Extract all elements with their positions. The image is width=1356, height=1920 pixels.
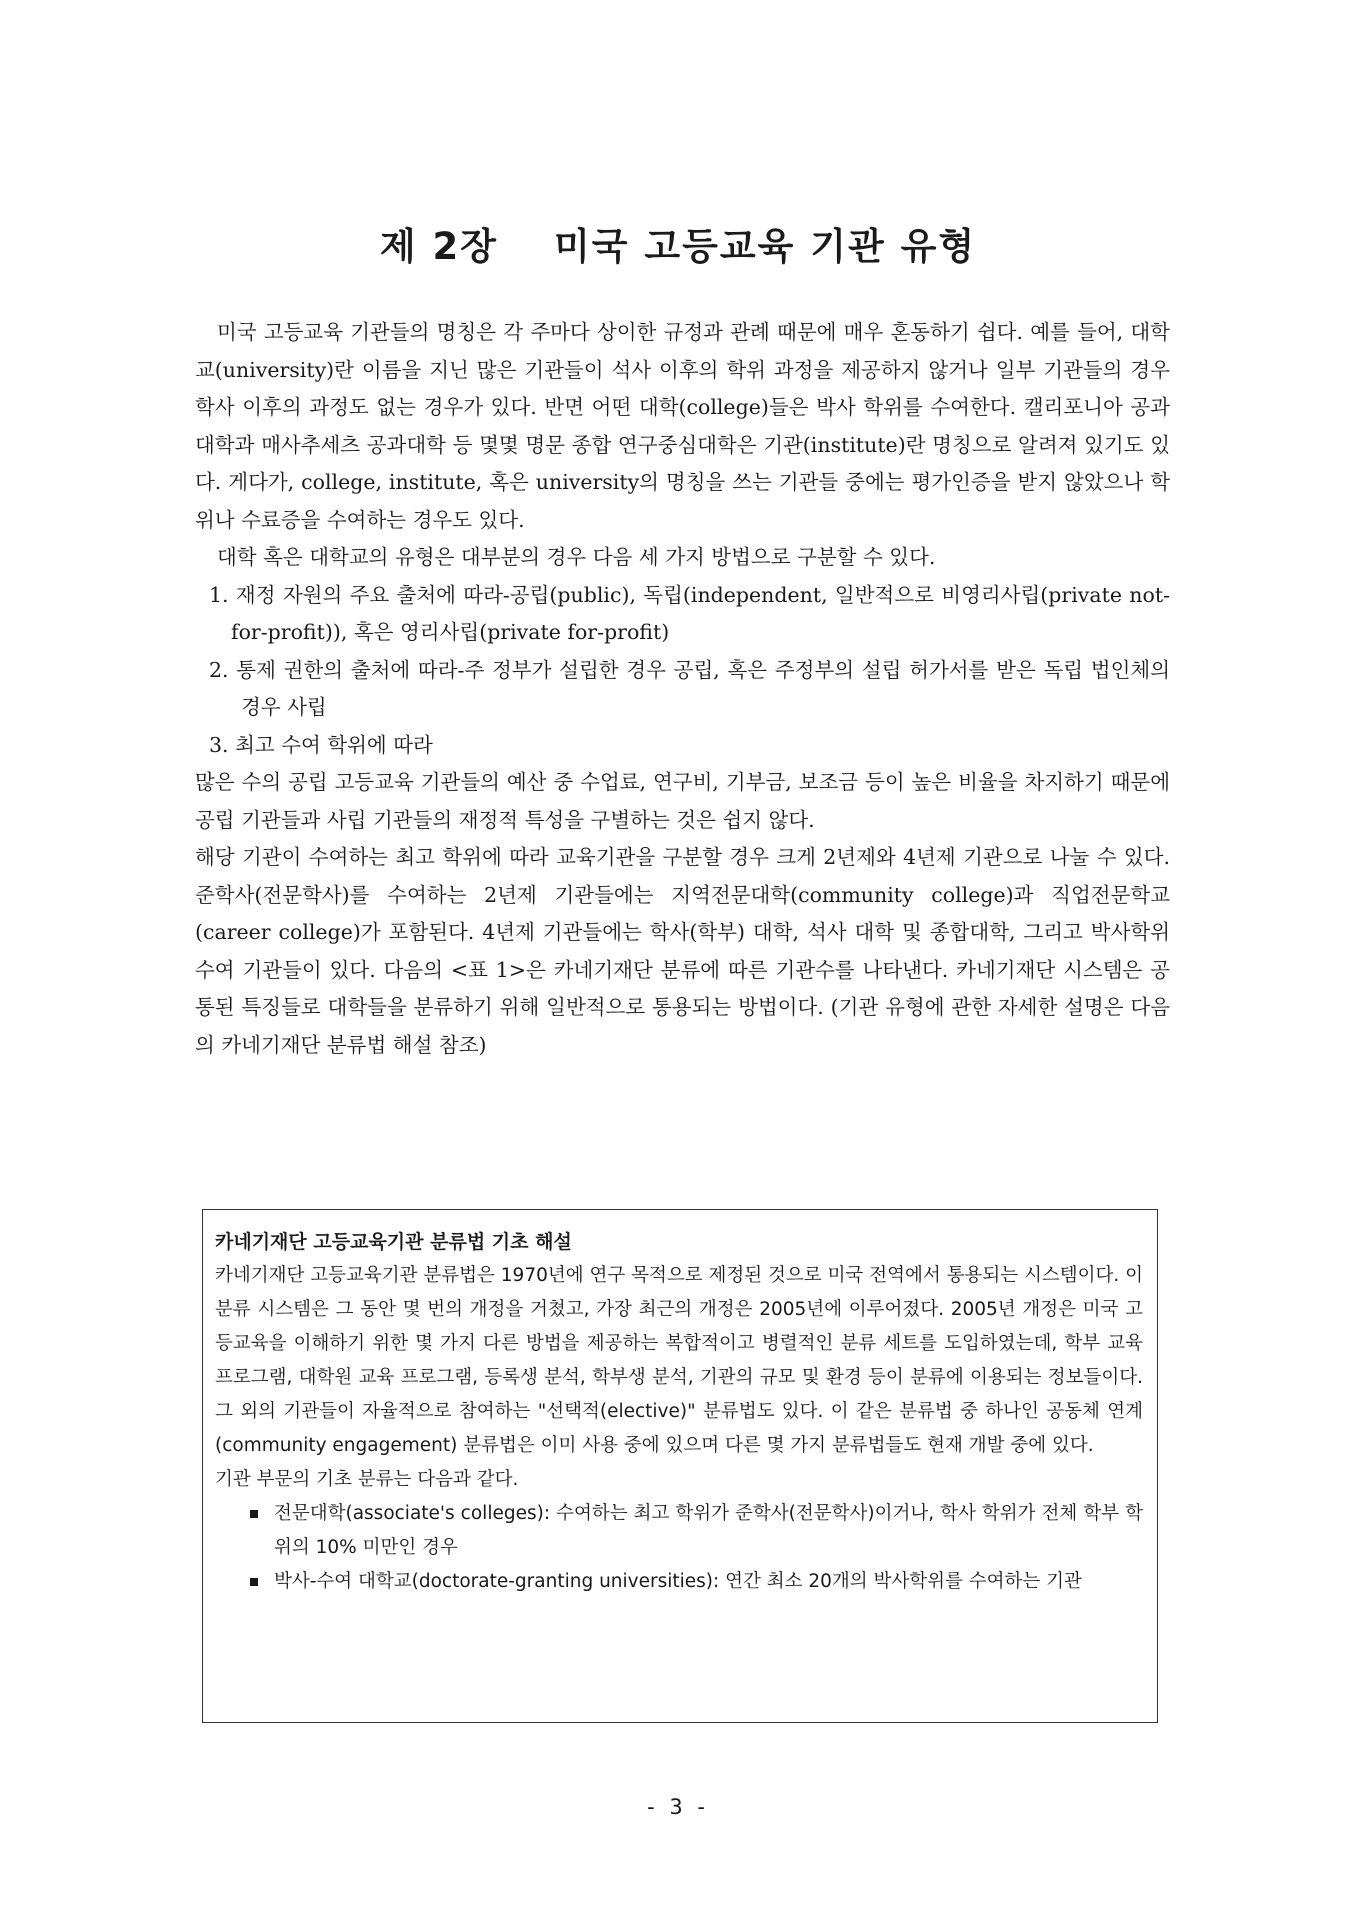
page-title bbox=[0, 222, 1356, 272]
list-item-3: 3. 최고 수여 학위에 따라 bbox=[209, 732, 433, 757]
funding-paragraph: 많은 수의 공립 고등교육 기관들의 예산 중 수업료, 연구비, 기부금, 보조금 등이 높은 비율을 차지하기 때문에 공립 기관들과 사립 기관들의 재정적 특성을 구별하는 것은 쉽지 않다. bbox=[195, 770, 1170, 832]
carnegie-info-box bbox=[202, 1209, 1158, 1723]
body-text bbox=[195, 314, 1170, 1064]
box-bullet-list bbox=[215, 1497, 1143, 1599]
degree-paragraph: 해당 기관이 수여하는 최고 학위에 따라 교육기관을 구분할 경우 크게 2년제와 4년제 기관으로 나눌 수 있다. 준학사(전문학사)를 수여하는 2년제 기관들에는 지역전문대학(community college)과 직업전문학교(career college)가 포함된다. 4년제 기관들에는 학사(학부) 대학, 석사 대학 및 종합대학, 그리고 박사학위 수여 기관들이 있다. 다음의 <표 1>은 카네기재단 분류에 따른 기관수를 나타낸다. 카네기재단 시스템은 공통된 특징들로 대학들을 분류하기 위해 일반적으로 통용되는 방법이다. (기관 유형에 관한 자세한 설명은 다음의 카네기재단 분류법 해설 참조) bbox=[195, 845, 1170, 1057]
square-bullet-icon bbox=[250, 1510, 258, 1518]
chapter-heading: 미국 고등교육 기관 유형 bbox=[554, 225, 977, 268]
classification-intro: 대학 혹은 대학교의 유형은 대부분의 경우 다음 세 가지 방법으로 구분할 수 있다. bbox=[217, 545, 936, 569]
list-item-1: 1. 재정 자원의 주요 출처에 따라-공립(public), 독립(independent, 일반적으로 비영리사립(private not-for-profit)), 혹은 영리사립(private for-profit) bbox=[209, 582, 1170, 644]
bullet-text: 박사-수여 대학교(doctorate-granting universities): 연간 최소 20개의 박사학위를 수여하는 기관 bbox=[274, 1571, 1082, 1592]
list-item bbox=[250, 1565, 1143, 1599]
list-item-2: 2. 통제 권한의 출처에 따라-주 정부가 설립한 경우 공립, 혹은 주정부의 설립 허가서를 받은 독립 법인체의 경우 사립 bbox=[209, 657, 1170, 719]
box-subheading: 기관 부문의 기초 분류는 다음과 같다. bbox=[215, 1469, 519, 1490]
page-number: - 3 - bbox=[647, 1795, 709, 1819]
box-title: 카네기재단 고등교육기관 분류법 기초 해설 bbox=[215, 1231, 572, 1253]
chapter-number: 제 2장 bbox=[379, 225, 499, 268]
intro-paragraph: 미국 고등교육 기관들의 명칭은 각 주마다 상이한 규정과 관례 때문에 매우 혼동하기 쉽다. 예를 들어, 대학교(university)란 이름을 지닌 많은 기관들이 석사 이후의 학위 과정을 제공하지 않거나 일부 기관들의 경우 학사 이후의 과정도 없는 경우가 있다. 반면 어떤 대학(college)들은 박사 학위를 수여한다. 캘리포니아 공과대학과 매사추세츠 공과대학 등 몇몇 명문 종합 연구중심대학은 기관(institute)란 명칭으로 알려져 있기도 있다. 게다가, college, institute, 혹은 university의 명칭을 쓰는 기관들 중에는 평가인증을 받지 않았으나 학위나 수료증을 수여하는 경우도 있다. bbox=[195, 320, 1170, 532]
square-bullet-icon bbox=[250, 1578, 258, 1586]
list-item bbox=[250, 1497, 1143, 1565]
bullet-text: 전문대학(associate's colleges): 수여하는 최고 학위가 준학사(전문학사)이거나, 학사 학위가 전체 학부 학위의 10% 미만인 경우 bbox=[274, 1503, 1144, 1558]
box-paragraph: 카네기재단 고등교육기관 분류법은 1970년에 연구 목적으로 제정된 것으로 미국 전역에서 통용되는 시스템이다. 이 분류 시스템은 그 동안 몇 번의 개정을 거쳤고, 가장 최근의 개정은 2005년에 이루어졌다. 2005년 개정은 미국 고등교육을 이해하기 위한 몇 가지 다른 방법을 제공하는 복합적이고 병렬적인 분류 세트를 도입하였는데, 학부 교육 프로그램, 대학원 교육 프로그램, 등록생 분석, 학부생 분석, 기관의 규모 및 환경 등이 분류에 이용되는 정보들이다. 그 외의 기관들이 자율적으로 참여하는 "선택적(elective)" 분류법도 있다. 이 같은 분류법 중 하나인 공동체 연계(community engagement) 분류법은 이미 사용 중에 있으며 다른 몇 가지 분류법들도 현재 개발 중에 있다. bbox=[215, 1265, 1143, 1456]
